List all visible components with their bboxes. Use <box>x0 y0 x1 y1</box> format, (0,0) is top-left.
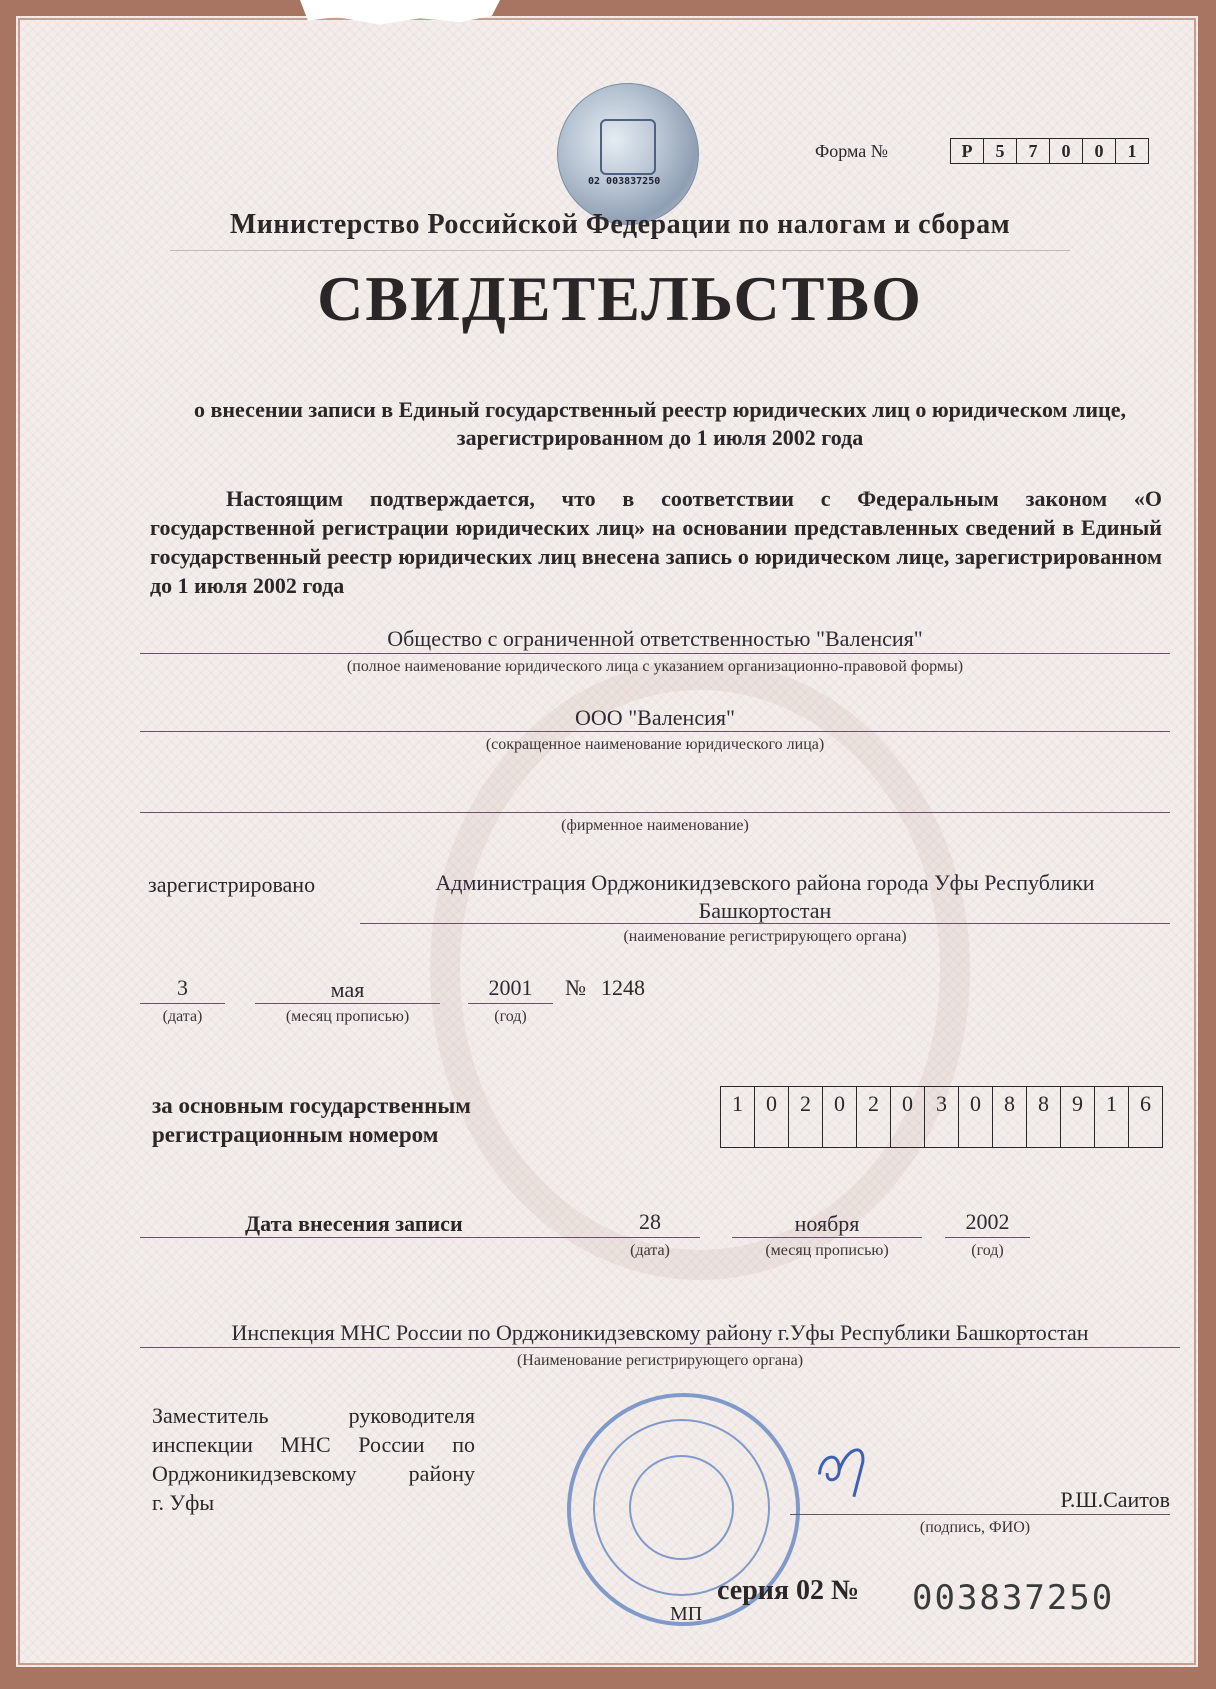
ogrn-digit: 8 <box>1027 1087 1061 1147</box>
firm-name-line <box>140 812 1170 813</box>
entry-day-value: 28 <box>639 1209 661 1234</box>
hologram-number: 02 003837250 <box>588 176 661 187</box>
hologram-sticker <box>557 83 699 225</box>
hologram-emblem-icon <box>600 119 656 175</box>
entry-month-value: ноября <box>794 1211 860 1236</box>
entry-year-line <box>945 1237 1030 1238</box>
form-code-boxes <box>950 138 1149 164</box>
form-code-char: 0 <box>1050 139 1083 163</box>
series-number: 003837250 <box>912 1578 1115 1618</box>
entry-label-line <box>140 1237 700 1238</box>
ministry-underline <box>170 250 1070 251</box>
signature-caption: (подпись, ФИО) <box>919 1519 1031 1536</box>
reg-year-line <box>468 1003 553 1004</box>
registered-label: зарегистрировано <box>148 872 316 897</box>
full-name-line <box>140 653 1170 654</box>
form-code-char: Р <box>951 139 984 163</box>
firm-name-caption: (фирменное наименование) <box>561 817 749 834</box>
reg-day-value: 3 <box>177 975 188 1000</box>
short-name-line <box>140 731 1170 732</box>
signatory-line3: Орджоникидзевскому району <box>152 1461 475 1486</box>
series-label: серия 02 № <box>717 1575 860 1606</box>
reg-number-label: № <box>565 975 586 1000</box>
entry-year-value: 2002 <box>965 1209 1010 1234</box>
signatory-line1: Заместитель руководителя <box>152 1403 475 1428</box>
ogrn-digit: 0 <box>823 1087 857 1147</box>
mp-label: МП <box>670 1603 703 1625</box>
ogrn-digit: 0 <box>755 1087 789 1147</box>
ogrn-digit: 0 <box>959 1087 993 1147</box>
form-code-char: 5 <box>984 139 1017 163</box>
short-name-value: ООО "Валенсия" <box>575 705 735 730</box>
inspection-line <box>140 1347 1180 1348</box>
signatory-name: Р.Ш.Саитов <box>1060 1487 1170 1512</box>
handwritten-signature <box>804 1434 885 1516</box>
short-name-caption: (сокращенное наименование юридического лица) <box>485 736 825 753</box>
ogrn-digit: 2 <box>857 1087 891 1147</box>
reg-day-line <box>140 1003 225 1004</box>
full-name-value: Общество с ограниченной ответственностью "Валенсия" <box>387 626 923 651</box>
signatory-line2: инспекции МНС России по <box>152 1432 475 1457</box>
form-code-char: 0 <box>1083 139 1116 163</box>
ogrn-label-line2: регистрационным номером <box>152 1122 439 1147</box>
reg-year-caption: (год) <box>494 1008 527 1025</box>
ogrn-digit: 3 <box>925 1087 959 1147</box>
entry-date-label: Дата внесения записи <box>245 1211 463 1236</box>
ogrn-digit: 0 <box>891 1087 925 1147</box>
full-name-caption: (полное наименование юридического лица с указанием организационно-правовой формы) <box>346 658 964 675</box>
certificate-subtitle: о внесении записи в Единый государственный реестр юридических лиц о юридическом лице, зарегистрированном до 1 июля 2002 года <box>194 397 1126 450</box>
reg-month-value: мая <box>330 977 365 1002</box>
form-label: Форма № <box>815 141 888 161</box>
ogrn-label-line1: за основным государственным <box>152 1093 471 1118</box>
ogrn-digit: 6 <box>1140 1091 1151 1116</box>
reg-day-caption: (дата) <box>162 1008 203 1025</box>
signatory-line4: г. Уфы <box>152 1490 215 1515</box>
ogrn-digit: 1 <box>1095 1087 1129 1147</box>
ogrn-digit: 8 <box>993 1087 1027 1147</box>
signature-icon <box>804 1434 883 1505</box>
ogrn-digit: 9 <box>1061 1087 1095 1147</box>
ministry-heading: Министерство Российской Федерации по налогам и сборам <box>229 209 1011 240</box>
seal-emblem-icon <box>629 1455 734 1560</box>
form-code-char: 7 <box>1017 139 1050 163</box>
signature-line <box>790 1514 1170 1515</box>
ogrn-digit-boxes <box>720 1086 1163 1148</box>
registered-caption: (наименование регистрирующего органа) <box>623 928 907 945</box>
certificate-title: СВИДЕТЕЛЬСТВО <box>317 263 923 334</box>
reg-number-value: 1248 <box>601 975 645 1000</box>
entry-day-caption: (дата) <box>630 1242 670 1259</box>
reg-month-line <box>255 1003 440 1004</box>
certificate-paragraph: Настоящим подтверждается, что в соответствии с Федеральным законом «О государственной регистрации юридических лиц» на основании представленных сведений в Единый государственный реестр юридических лиц внесена запись о юридическом лице, зарегистрированном до 1 июля 2002 года <box>150 486 1162 598</box>
inspection-caption: (Наименование регистрирующего органа) <box>516 1352 804 1369</box>
entry-month-line <box>732 1237 922 1238</box>
form-code-char: 1 <box>1127 141 1137 161</box>
ogrn-digit: 2 <box>789 1087 823 1147</box>
registered-value-line2: Башкортостан <box>698 898 832 923</box>
inspection-value: Инспекция МНС России по Орджоникидзевскому району г.Уфы Республики Башкортостан <box>231 1320 1089 1345</box>
registered-line <box>360 923 1170 924</box>
reg-year-value: 2001 <box>488 975 533 1000</box>
reg-month-caption: (месяц прописью) <box>285 1008 410 1025</box>
registered-value-line1: Администрация Орджоникидзевского района города Уфы Республики <box>435 870 1095 895</box>
entry-month-caption: (месяц прописью) <box>765 1242 889 1259</box>
ogrn-digit: 1 <box>721 1087 755 1147</box>
entry-year-caption: (год) <box>971 1242 1004 1259</box>
